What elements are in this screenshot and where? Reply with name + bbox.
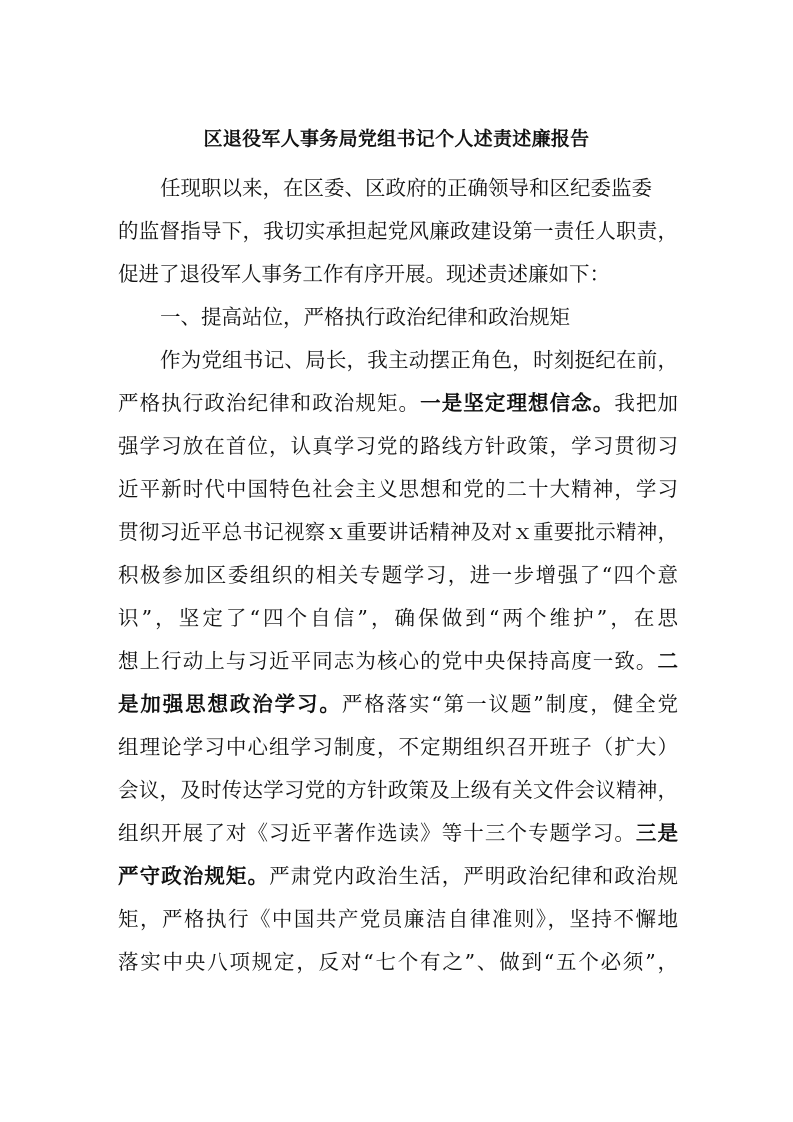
text-run: 会议，及时传达学习党的方针政策及上级有关文件会议精神， [118, 778, 678, 802]
paragraph-line [160, 340, 678, 380]
text-run: 矩，严格执行《中国共产党员廉洁自律准则》，坚持不懈地 [118, 907, 678, 931]
text-run: 我把加 [614, 391, 679, 415]
bold-text-run: 是加强思想政治学习。 [118, 692, 342, 716]
bold-text-run: 严守政治规矩。 [118, 864, 270, 888]
text-run: 一、提高站位，严格执行政治纪律和政治规矩 [160, 305, 570, 329]
bold-text-run: 三是 [635, 821, 679, 845]
text-run: 组理论学习中心组学习制度，不定期组织召开班子（扩大） [118, 735, 678, 759]
text-run: 的监督指导下，我切实承担起党风廉政建设第一责任人职责， [118, 219, 678, 243]
text-run: 严格落实“第一议题”制度，健全党 [341, 692, 678, 716]
text-run: 强学习放在首位，认真学习党的路线方针政策，学习贯彻习 [118, 434, 678, 458]
text-run: 积极参加区委组织的相关专题学习，进一步增强了“四个意 [118, 563, 678, 587]
document-title: 区退役军人事务局党组书记个人述责述廉报告 [203, 128, 590, 150]
paragraph-line [118, 383, 678, 423]
text-run: 促进了退役军人事务工作有序开展。现述责述廉如下： [118, 262, 610, 286]
text-run: 严肃党内政治生活，严明政治纪律和政治规 [269, 864, 679, 888]
paragraph-line [118, 856, 678, 896]
paragraph-line [118, 813, 678, 853]
text-run: 想上行动上与习近平同志为核心的党中央保持高度一致。 [118, 649, 658, 673]
text-run: 组织开展了对《习近平著作选读》等十三个专题学习。 [118, 821, 636, 845]
paragraph-line [118, 641, 678, 681]
paragraph-line [118, 254, 678, 294]
paragraph-line [118, 598, 678, 638]
paragraph-line [118, 426, 678, 466]
paragraph-line [118, 770, 678, 810]
bold-text-run: 二 [657, 649, 678, 673]
paragraph-line [118, 211, 678, 251]
bold-text-run: 一是坚定理想信念。 [420, 391, 615, 415]
text-run: 落实中央八项规定，反对“七个有之”、做到“五个必须”， [118, 950, 678, 974]
text-run: 识”，坚定了“四个自信”，确保做到“两个维护”，在思 [118, 606, 678, 630]
text-run: 作为党组书记、局长，我主动摆正角色，时刻挺纪在前， [160, 348, 678, 372]
paragraph-line [160, 168, 678, 208]
paragraph-line [118, 555, 678, 595]
section-heading [160, 297, 678, 337]
text-run: 贯彻习近平总书记视察ｘ重要讲话精神及对ｘ重要批示精神， [118, 520, 678, 544]
text-run: 严格执行政治纪律和政治规矩。 [118, 391, 421, 415]
paragraph-line [118, 899, 678, 939]
paragraph-line [118, 512, 678, 552]
text-run: 近平新时代中国特色社会主义思想和党的二十大精神，学习 [118, 477, 678, 501]
paragraph-line [118, 684, 678, 724]
paragraph-line [118, 942, 678, 982]
text-run: 任现职以来，在区委、区政府的正确领导和区纪委监委 [160, 176, 652, 200]
paragraph-line [118, 469, 678, 509]
paragraph-line [118, 727, 678, 767]
